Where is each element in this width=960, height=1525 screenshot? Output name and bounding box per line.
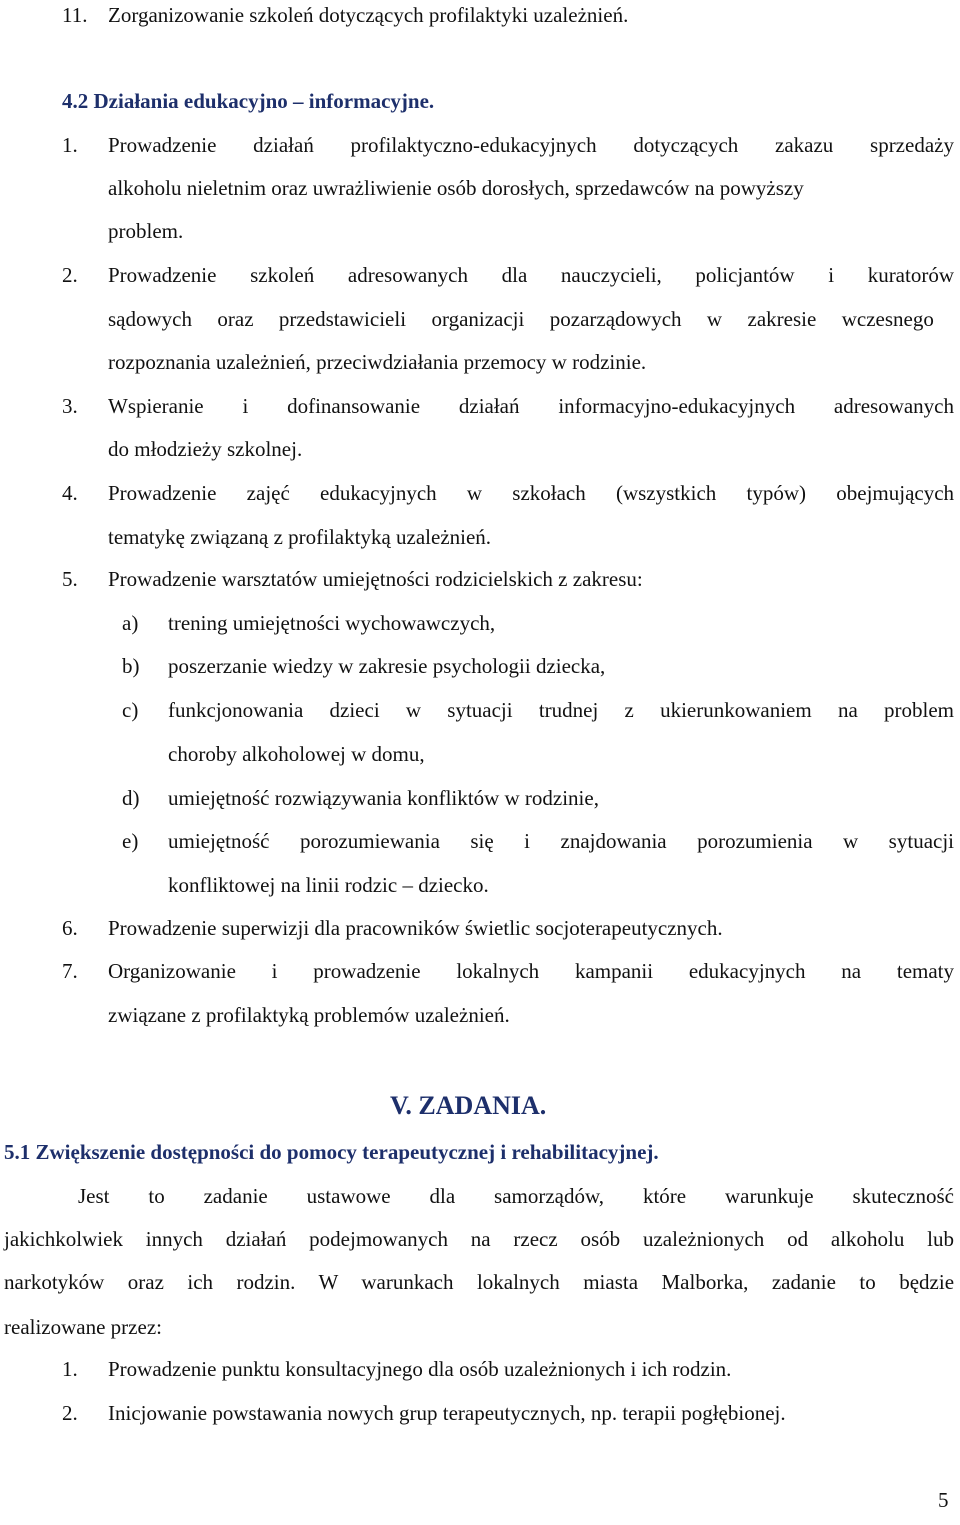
sub-item-line: funkcjonowania dzieci w sytuacji trudnej z ukierunkowaniem na problem — [168, 698, 954, 722]
sub-item-letter: c) — [122, 698, 139, 722]
paragraph-line: realizowane przez: — [4, 1315, 162, 1339]
list-item-line: sądowych oraz przedstawicieli organizacji pozarządowych w zakresie wczesnego — [108, 307, 934, 331]
list-item-number: 11. — [62, 3, 88, 27]
list-item-number: 3. — [62, 394, 78, 418]
paragraph-line: jakichkolwiek innych działań podejmowanych na rzecz osób uzależnionych od alkoholu lub — [4, 1227, 955, 1251]
list-item-number: 5. — [62, 567, 78, 591]
sub-item-line: choroby alkoholowej w domu, — [168, 742, 425, 766]
section-heading-5-1: 5.1 Zwiększenie dostępności do pomocy terapeutycznej i rehabilitacyjnej. — [4, 1140, 659, 1164]
list-item-line: związane z profilaktyką problemów uzależnień. — [108, 1003, 510, 1027]
section-heading-4-2: 4.2 Działania edukacyjno – informacyjne. — [62, 89, 435, 113]
sub-item-letter: a) — [122, 611, 139, 635]
sub-item-letter: e) — [122, 829, 139, 853]
list-item-text: Inicjowanie powstawania nowych grup terapeutycznych, np. terapii pogłębionej. — [108, 1401, 786, 1425]
list-item-number: 6. — [62, 916, 78, 940]
list-item-number: 1. — [62, 133, 78, 157]
list-item-line: do młodzieży szkolnej. — [108, 437, 303, 461]
list-item-line: alkoholu nieletnim oraz uwrażliwienie osób dorosłych, sprzedawców na powyższy — [108, 176, 804, 200]
page-number: 5 — [938, 1488, 949, 1512]
list-item-line: Prowadzenie warsztatów umiejętności rodzicielskich z zakresu: — [108, 567, 643, 591]
list-item-number: 7. — [62, 959, 78, 983]
sub-item-line: umiejętność porozumiewania się i znajdowania porozumienia w sytuacji — [168, 829, 954, 853]
paragraph-line: Jest to zadanie ustawowe dla samorządów, które warunkuje skuteczność — [78, 1184, 954, 1208]
list-item-line: Wspieranie i dofinansowanie działań informacyjno-edukacyjnych adresowanych — [108, 394, 955, 418]
chapter-title: V. ZADANIA. — [390, 1091, 547, 1120]
paragraph-line: narkotyków oraz ich rodzin. W warunkach lokalnych miasta Malborka, zadanie to będzie — [4, 1270, 955, 1294]
list-item-number: 2. — [62, 263, 78, 287]
line-text: Prowadzenie działań profilaktyczno-edukacyjnych dotyczących zakazu sprzedaży — [108, 133, 954, 157]
list-item-line: Prowadzenie superwizji dla pracowników świetlic socjoterapeutycznych. — [108, 916, 723, 940]
sub-item-line: poszerzanie wiedzy w zakresie psychologii dziecka, — [168, 654, 606, 678]
list-item-line: Prowadzenie zajęć edukacyjnych w szkołach (wszystkich typów) obejmujących — [108, 481, 955, 505]
list-item-line — [108, 133, 954, 157]
list-item-line: rozpoznania uzależnień, przeciwdziałania przemocy w rodzinie. — [108, 350, 647, 374]
list-item-line: problem. — [108, 219, 184, 243]
sub-item-line: trening umiejętności wychowawczych, — [168, 611, 496, 635]
sub-item-letter: d) — [122, 786, 140, 810]
sub-item-line: umiejętność rozwiązywania konfliktów w rodzinie, — [168, 786, 599, 810]
list-item-line: tematykę związaną z profilaktyką uzależnień. — [108, 525, 492, 549]
list-item-line: Prowadzenie szkoleń adresowanych dla nauczycieli, policjantów i kuratorów — [108, 263, 954, 287]
list-item-number: 1. — [62, 1357, 78, 1381]
sub-item-letter: b) — [122, 654, 140, 678]
list-item-number: 4. — [62, 481, 78, 505]
list-item-line: Organizowanie i prowadzenie lokalnych kampanii edukacyjnych na tematy — [108, 959, 955, 983]
list-item-text: Zorganizowanie szkoleń dotyczących profilaktyki uzależnień. — [108, 3, 629, 27]
list-item-number: 2. — [62, 1401, 78, 1425]
list-item-text: Prowadzenie punktu konsultacyjnego dla osób uzależnionych i ich rodzin. — [108, 1357, 732, 1381]
sub-item-line: konfliktowej na linii rodzic – dziecko. — [168, 873, 489, 897]
